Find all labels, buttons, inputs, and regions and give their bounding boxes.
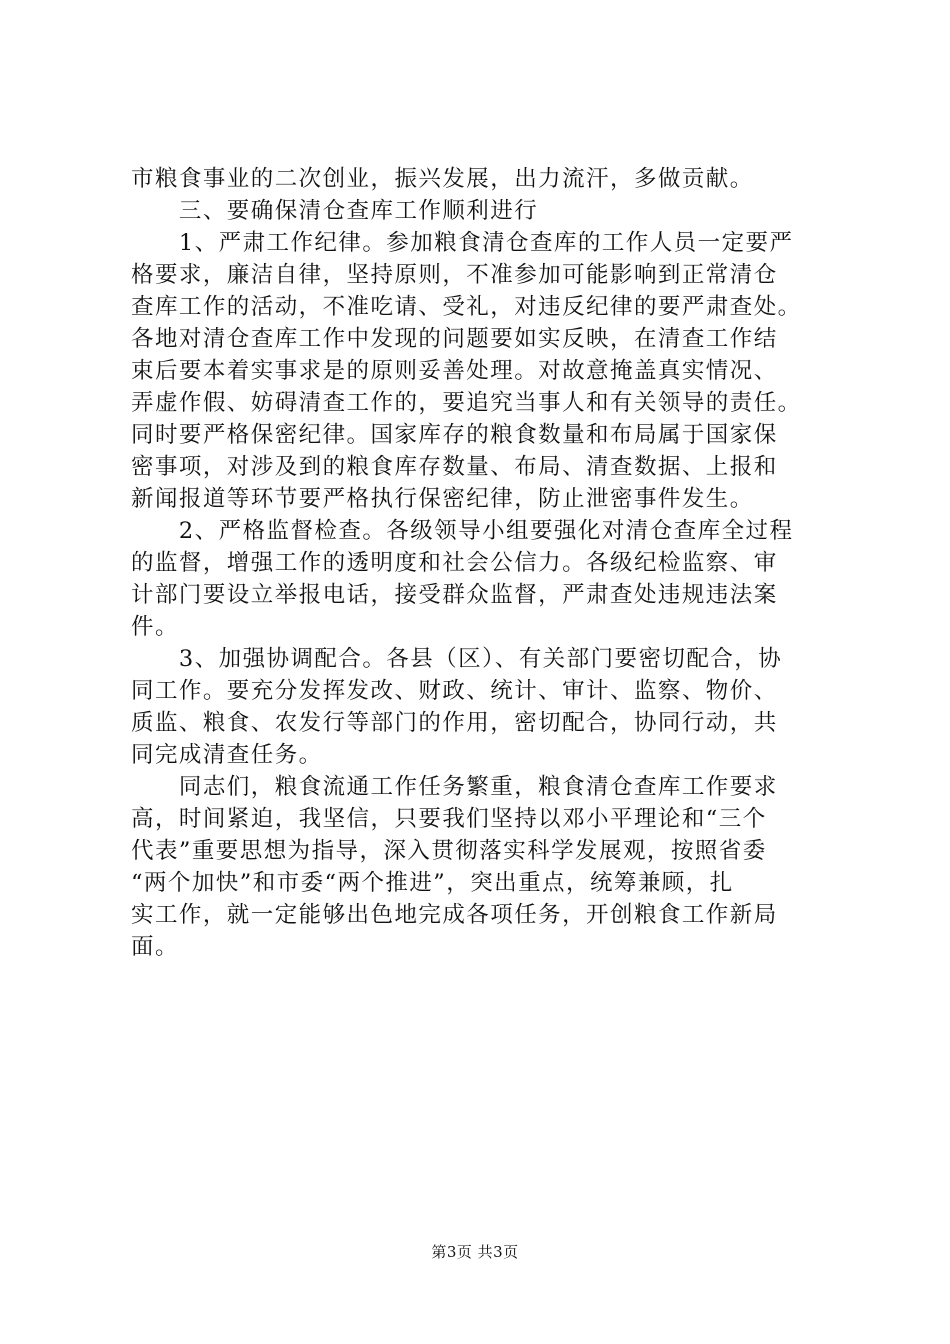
text-line: 的监督，增强工作的透明度和社会公信力。各级纪检监察、审: [131, 550, 778, 576]
text-line: 同志们，粮食流通工作任务繁重，粮食清仓查库工作要求: [131, 774, 778, 800]
text-line: 高，时间紧迫，我坚信，只要我们坚持以邓小平理论和“三个: [131, 806, 767, 832]
text-line: 实工作，就一定能够出色地完成各项任务，开创粮食工作新局: [131, 902, 778, 928]
text-line: 密事项，对涉及到的粮食库存数量、布局、清查数据、上报和: [131, 454, 778, 480]
text-line: 1、严肃工作纪律。参加粮食清仓查库的工作人员一定要严: [131, 230, 794, 256]
text-line: 代表”重要思想为指导，深入贯彻落实科学发展观，按照省委: [131, 838, 767, 864]
text-line: 弄虚作假、妨碍清查工作的，要追究当事人和有关领导的责任。: [131, 390, 802, 416]
text-line: 同工作。要充分发挥发改、财政、统计、审计、监察、物价、: [131, 678, 778, 704]
text-line: 查库工作的活动，不准吃请、受礼，对违反纪律的要严肃查处。: [131, 294, 802, 320]
text-line: 各地对清仓查库工作中发现的问题要如实反映，在清查工作结: [131, 326, 778, 352]
page-number-footer: 第3页 共3页: [431, 1243, 519, 1261]
text-line: 面。: [131, 934, 179, 960]
text-line: 计部门要设立举报电话，接受群众监督，严肃查处违规违法案: [131, 582, 778, 608]
section-heading: 三、要确保清仓查库工作顺利进行: [131, 198, 539, 224]
text-line: 新闻报道等环节要严格执行保密纪律，防止泄密事件发生。: [131, 486, 754, 512]
text-line: “两个加快”和市委“两个推进”，突出重点，统筹兼顾，扎: [131, 870, 734, 896]
text-line: 市粮食事业的二次创业，振兴发展，出力流汗，多做贡献。: [131, 166, 754, 192]
text-line: 同完成清查任务。: [131, 742, 323, 768]
text-line: 格要求，廉洁自律，坚持原则，不准参加可能影响到正常清仓: [131, 262, 778, 288]
text-line: 3、加强协调配合。各县（区）、有关部门要密切配合，协: [131, 646, 783, 672]
text-line: 同时要严格保密纪律。国家库存的粮食数量和布局属于国家保: [131, 422, 778, 448]
text-line: 件。: [131, 614, 179, 640]
body-text: [131, 163, 831, 963]
text-line: 质监、粮食、农发行等部门的作用，密切配合，协同行动，共: [131, 710, 778, 736]
text-line: 2、严格监督检查。各级领导小组要强化对清仓查库全过程: [131, 518, 794, 544]
text-line: 束后要本着实事求是的原则妥善处理。对故意掩盖真实情况、: [131, 358, 778, 384]
